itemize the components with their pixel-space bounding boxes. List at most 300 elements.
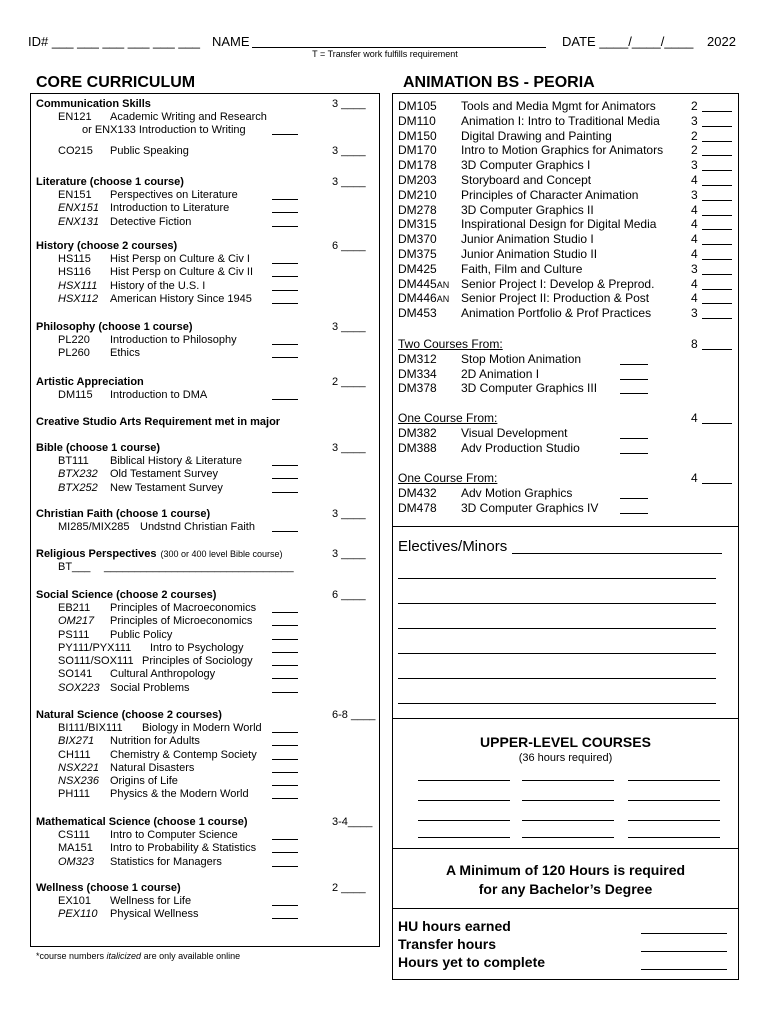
core-group-hours[interactable]: 3 ____ xyxy=(332,548,366,560)
course-title: Public Policy xyxy=(110,628,173,641)
course-code: DM203 xyxy=(398,172,437,187)
choice-course-row xyxy=(398,367,732,382)
upper-course-line[interactable] xyxy=(418,780,510,781)
course-title: Undstnd Christian Faith xyxy=(140,521,255,533)
course-check-blank[interactable] xyxy=(702,155,732,156)
core-course-row xyxy=(36,124,376,137)
course-code: DM178 xyxy=(398,158,437,173)
transfer-hours-line[interactable] xyxy=(641,951,727,952)
course-title: Introduction to Literature xyxy=(110,202,230,215)
upper-course-line[interactable] xyxy=(522,780,614,781)
core-course-row xyxy=(36,722,376,735)
core-group-title-text: Social Science (choose 2 courses) xyxy=(36,589,217,601)
core-group-title xyxy=(36,240,376,253)
core-group-title-text: Wellness (choose 1 course) xyxy=(36,882,181,894)
core-course-row xyxy=(36,668,376,681)
course-code: DM315 xyxy=(398,217,437,232)
core-group xyxy=(36,709,376,802)
course-title: Intro to Motion Graphics for Animators xyxy=(461,143,664,158)
core-course-row xyxy=(36,216,376,229)
course-hours: 4 xyxy=(691,217,698,232)
core-group-hours[interactable]: 6 ____ xyxy=(332,589,366,601)
minimum-divider xyxy=(392,848,739,849)
course-title: Junior Animation Studio II xyxy=(461,246,598,261)
course-code: DM432 xyxy=(398,485,437,500)
major-course-row xyxy=(398,277,732,292)
core-course-row xyxy=(36,202,376,215)
course-check-blank[interactable] xyxy=(272,639,298,640)
course-hours: 2 xyxy=(691,128,698,143)
core-group xyxy=(36,882,376,922)
upper-course-line[interactable] xyxy=(628,837,720,838)
totals-divider xyxy=(392,908,739,909)
core-curriculum-title: CORE CURRICULUM xyxy=(36,74,196,91)
course-check-blank[interactable] xyxy=(272,652,298,653)
course-check-blank[interactable] xyxy=(702,289,732,290)
course-code: DM110 xyxy=(398,113,436,128)
course-title: _______________________________ xyxy=(104,561,294,573)
course-code: BTX232 xyxy=(58,468,98,481)
course-title: Storyboard and Concept xyxy=(461,172,592,187)
course-code: SO111/SOX111 xyxy=(58,655,134,668)
core-group-hours[interactable]: 6 ____ xyxy=(332,240,366,252)
core-course-row xyxy=(36,253,376,266)
core-group xyxy=(36,816,376,869)
course-check-blank[interactable] xyxy=(702,274,732,275)
major-course-row xyxy=(398,232,732,247)
course-check-blank[interactable] xyxy=(272,465,298,466)
course-code: NSX236 xyxy=(58,775,99,788)
course-title: Ethics xyxy=(110,347,140,360)
course-code: HSX111 xyxy=(58,279,98,292)
course-title: Adv Production Studio xyxy=(461,440,580,455)
course-title: Cultural Anthropology xyxy=(110,668,216,681)
course-code: DM170 xyxy=(398,143,437,158)
course-check-blank[interactable] xyxy=(702,111,732,112)
course-check-blank[interactable] xyxy=(272,344,298,345)
choice-group-heading-row xyxy=(398,411,732,426)
core-group-hours[interactable]: 3 ____ xyxy=(332,442,366,454)
course-check-blank[interactable] xyxy=(272,399,298,400)
course-code: DM378 xyxy=(398,381,437,396)
transfer-note: T = Transfer work fulfills requirement xyxy=(312,49,458,59)
course-code: PL260 xyxy=(58,347,90,360)
course-code-main: DM446 xyxy=(398,291,437,306)
core-course-row xyxy=(36,389,376,402)
course-hours: 4 xyxy=(691,202,698,217)
course-check-blank[interactable] xyxy=(620,438,648,439)
course-check-blank[interactable] xyxy=(272,290,298,291)
core-course-row xyxy=(36,602,376,615)
core-course-row xyxy=(36,189,376,202)
choice-course-row xyxy=(398,426,732,441)
course-check-blank[interactable] xyxy=(272,263,298,264)
choice-course-row xyxy=(398,352,732,367)
core-group-title-text: Creative Studio Arts Requirement met in major xyxy=(36,416,281,428)
course-title: 3D Computer Graphics II xyxy=(461,202,594,217)
core-group-title-text: Literature (choose 1 course) xyxy=(36,176,184,188)
course-hours: 2 xyxy=(691,99,698,113)
core-group-title xyxy=(36,882,376,895)
course-code: BTX252 xyxy=(58,481,98,494)
major-course-row xyxy=(398,217,732,232)
major-course-row xyxy=(398,247,732,262)
course-hours: 3 xyxy=(691,113,698,128)
core-group-title xyxy=(36,589,376,602)
course-title: Social Problems xyxy=(110,681,190,694)
core-course-row xyxy=(36,749,376,762)
core-group-title-text: History (choose 2 courses) xyxy=(36,240,178,252)
core-group-title xyxy=(36,176,376,189)
choice-group-hours: 8 xyxy=(691,337,698,351)
core-group-hours[interactable]: 3-4____ xyxy=(332,816,373,828)
core-group-title-text: Bible (choose 1 course) xyxy=(36,442,161,454)
course-code: BI111/BIX111 xyxy=(58,722,123,734)
electives-name-line[interactable] xyxy=(512,553,722,554)
course-check-blank[interactable] xyxy=(272,357,298,358)
elective-line[interactable] xyxy=(398,603,716,604)
core-group xyxy=(36,376,376,402)
choice-course-row xyxy=(398,381,732,396)
choice-course-row xyxy=(398,486,732,501)
course-check-blank[interactable] xyxy=(272,199,298,200)
course-code: EX101 xyxy=(58,895,92,907)
course-check-blank[interactable] xyxy=(272,625,298,626)
course-code xyxy=(398,291,449,307)
core-group-hours[interactable]: 3 ____ xyxy=(332,176,366,188)
core-course-row xyxy=(36,482,376,495)
major-course-row xyxy=(398,143,732,158)
elective-line[interactable] xyxy=(398,578,716,579)
choice-hours-blank[interactable] xyxy=(702,349,732,350)
course-code: DM278 xyxy=(398,202,437,217)
choice-course-row xyxy=(398,501,732,516)
choice-group-heading: One Course From: xyxy=(398,471,498,485)
course-check-blank[interactable] xyxy=(272,303,298,304)
course-title: Biblical History & Literature xyxy=(110,455,243,467)
elective-line[interactable] xyxy=(398,678,716,679)
course-title: Adv Motion Graphics xyxy=(461,485,573,500)
hours-yet-label: Hours yet to complete xyxy=(398,954,546,970)
core-course-row xyxy=(36,682,376,695)
minimum-hours-line1: A Minimum of 120 Hours is required xyxy=(445,862,686,878)
core-group xyxy=(36,98,376,138)
core-group-hours[interactable]: 3 ____ xyxy=(332,321,366,333)
course-code: DM370 xyxy=(398,232,437,247)
course-title: Principles of Microeconomics xyxy=(110,615,253,628)
course-check-blank[interactable] xyxy=(272,212,298,213)
transfer-hours-label: Transfer hours xyxy=(398,936,497,952)
core-group-hours[interactable]: 3 ____ xyxy=(332,98,366,110)
course-hours: 3 xyxy=(691,187,698,202)
course-code: CO215 xyxy=(58,145,93,157)
elective-line[interactable] xyxy=(398,653,716,654)
course-title: or ENX133 Introduction to Writing xyxy=(82,124,246,137)
core-group-title xyxy=(36,376,376,389)
course-check-blank[interactable] xyxy=(620,453,648,454)
course-code: DM105 xyxy=(398,99,437,113)
course-code: ENX131 xyxy=(58,215,99,228)
core-group-title-text: Christian Faith (choose 1 course) xyxy=(36,508,211,520)
core-course-row xyxy=(36,111,376,124)
core-group-hours[interactable]: 2 ____ xyxy=(332,882,366,894)
choice-group-hours: 4 xyxy=(691,411,698,425)
major-course-row xyxy=(398,114,732,129)
hu-hours-earned-line[interactable] xyxy=(641,933,727,934)
course-check-blank[interactable] xyxy=(272,866,298,867)
core-course-row xyxy=(36,561,376,574)
core-group xyxy=(36,548,376,574)
course-check-blank[interactable] xyxy=(702,303,732,304)
course-code: CS111 xyxy=(58,829,91,841)
course-check-blank[interactable] xyxy=(272,612,298,613)
core-course-row xyxy=(36,145,376,158)
course-check-blank[interactable] xyxy=(272,226,298,227)
upper-course-line[interactable] xyxy=(628,820,720,821)
course-check-blank[interactable] xyxy=(272,692,298,693)
core-group-title xyxy=(36,321,376,334)
choice-group xyxy=(398,471,732,515)
course-code: PEX110 xyxy=(58,908,98,921)
core-group-hours[interactable]: 2 ____ xyxy=(332,376,366,388)
course-check-blank[interactable] xyxy=(272,665,298,666)
core-course-row xyxy=(36,334,376,347)
course-hours: 3 xyxy=(691,306,698,321)
online-footnote xyxy=(36,951,240,961)
course-code-suffix: AN xyxy=(436,279,450,290)
course-code: DM312 xyxy=(398,351,437,366)
minimum-hours-line2: for any Bachelor’s Degree xyxy=(478,881,653,897)
hours-yet-line[interactable] xyxy=(641,969,727,970)
course-check-blank[interactable] xyxy=(702,170,732,171)
course-check-blank[interactable] xyxy=(272,905,298,906)
course-title: Senior Project II: Production & Post xyxy=(461,291,650,306)
course-hours: 4 xyxy=(691,172,698,187)
core-group-title xyxy=(36,442,376,455)
course-title: Intro to Probability & Statistics xyxy=(110,842,257,855)
course-check-blank[interactable] xyxy=(272,918,298,919)
course-title: Principles of Character Animation xyxy=(461,187,639,202)
core-group-title xyxy=(36,416,376,429)
core-group xyxy=(36,240,376,306)
course-code: OM323 xyxy=(58,855,95,868)
course-title: Physics & the Modern World xyxy=(110,788,249,801)
course-title: Nutrition for Adults xyxy=(110,735,200,748)
course-title: Statistics for Managers xyxy=(110,855,222,868)
upper-course-line[interactable] xyxy=(418,820,510,821)
course-code: DM382 xyxy=(398,425,437,440)
course-code: EB211 xyxy=(58,602,91,614)
date-field-label: DATE ____/____/____ xyxy=(562,34,694,49)
course-check-blank[interactable] xyxy=(272,531,298,532)
major-course-row xyxy=(398,99,732,114)
course-hours: 4 xyxy=(691,276,698,291)
course-code: HSX112 xyxy=(58,292,99,305)
course-code: BT___ xyxy=(58,561,91,573)
core-group-title-note: (300 or 400 level Bible course) xyxy=(160,549,283,559)
choice-group-heading-row xyxy=(398,471,732,486)
choice-hours-blank[interactable] xyxy=(702,423,732,424)
course-code: DM210 xyxy=(398,187,437,202)
upper-course-line[interactable] xyxy=(522,837,614,838)
course-title: Digital Drawing and Painting xyxy=(461,128,612,143)
course-code: BT111 xyxy=(58,455,89,467)
core-group-hours[interactable]: 3 ____ xyxy=(332,508,366,520)
core-group-title-text: Philosophy (choose 1 course) xyxy=(36,321,193,333)
course-hours: 3 xyxy=(691,158,698,173)
course-code: OM217 xyxy=(58,615,95,628)
upper-course-line[interactable] xyxy=(418,837,510,838)
name-field-line[interactable] xyxy=(252,47,546,48)
course-code: PY111/PYX111 xyxy=(58,641,132,654)
choice-hours-blank[interactable] xyxy=(702,483,732,484)
course-code: DM375 xyxy=(398,246,437,261)
choice-group-hours: 4 xyxy=(691,471,698,485)
course-title: 2D Animation I xyxy=(461,366,540,381)
course-check-blank[interactable] xyxy=(272,478,298,479)
course-code: ENX151 xyxy=(58,202,99,215)
course-title: 3D Computer Graphics IV xyxy=(461,500,599,515)
course-check-blank[interactable] xyxy=(272,798,298,799)
course-check-blank[interactable] xyxy=(272,745,298,746)
course-title: 3D Computer Graphics III xyxy=(461,381,598,396)
choice-group-heading-row xyxy=(398,337,732,352)
course-code: EN121 xyxy=(58,111,92,123)
core-group-title-text: Mathematical Science (choose 1 course) xyxy=(36,816,248,828)
core-group-title xyxy=(36,709,376,722)
course-check-blank[interactable] xyxy=(620,498,648,499)
upper-course-line[interactable] xyxy=(628,780,720,781)
course-title: Academic Writing and Research xyxy=(110,111,267,123)
course-title: Animation I: Intro to Traditional Media xyxy=(461,113,660,128)
choice-group-heading: One Course From: xyxy=(398,411,498,425)
core-course-row xyxy=(36,735,376,748)
course-code: SO141 xyxy=(58,668,93,681)
course-check-blank[interactable] xyxy=(702,318,732,319)
course-title: 3D Computer Graphics I xyxy=(461,158,591,173)
core-group-title-text: Natural Science (choose 2 courses) xyxy=(36,709,222,721)
core-group xyxy=(36,321,376,361)
course-title: Junior Animation Studio I xyxy=(461,232,594,247)
course-check-blank[interactable] xyxy=(702,259,732,260)
core-course-row xyxy=(36,280,376,293)
course-code: DM334 xyxy=(398,366,437,381)
course-check-blank[interactable] xyxy=(702,141,732,142)
major-course-row xyxy=(398,129,732,144)
core-course-row xyxy=(36,347,376,360)
course-check-blank[interactable] xyxy=(272,134,298,135)
course-title: Old Testament Survey xyxy=(110,468,219,481)
major-course-row xyxy=(398,173,732,188)
course-check-blank[interactable] xyxy=(702,215,732,216)
course-title: Natural Disasters xyxy=(110,761,195,774)
course-title: Origins of Life xyxy=(110,775,178,788)
course-hours: 2 xyxy=(691,143,698,158)
course-title: Principles of Sociology xyxy=(142,655,253,668)
upper-course-line[interactable] xyxy=(522,820,614,821)
core-course-row xyxy=(36,521,376,534)
core-group-title xyxy=(36,98,376,111)
course-hours: 4 xyxy=(691,246,698,261)
course-check-blank[interactable] xyxy=(702,200,732,201)
course-check-blank[interactable] xyxy=(702,229,732,230)
course-check-blank[interactable] xyxy=(702,126,732,127)
course-check-blank[interactable] xyxy=(272,732,298,733)
core-group xyxy=(36,589,376,695)
course-code: DM425 xyxy=(398,261,437,276)
course-check-blank[interactable] xyxy=(272,839,298,840)
course-check-blank[interactable] xyxy=(620,393,648,394)
choice-group xyxy=(398,411,732,455)
core-group-hours[interactable]: 6-8 ____ xyxy=(332,709,376,721)
core-group-title-text: Communication Skills xyxy=(36,98,151,110)
course-check-blank[interactable] xyxy=(272,772,298,773)
course-check-blank[interactable] xyxy=(702,185,732,186)
course-code: MA151 xyxy=(58,842,93,855)
upper-course-line[interactable] xyxy=(522,800,614,801)
core-course-row xyxy=(36,455,376,468)
course-check-blank[interactable] xyxy=(272,785,298,786)
course-code: PH111 xyxy=(58,788,91,801)
course-check-blank[interactable] xyxy=(620,513,648,514)
footnote-text-end: are only available online xyxy=(141,951,241,961)
elective-line[interactable] xyxy=(398,628,716,629)
course-title: Public Speaking xyxy=(110,145,189,157)
course-code: CH111 xyxy=(58,748,91,761)
course-check-blank[interactable] xyxy=(272,852,298,853)
upper-level-title: UPPER-LEVEL COURSES xyxy=(480,734,651,750)
course-title: Introduction to Philosophy xyxy=(110,334,237,346)
core-course-row xyxy=(36,266,376,279)
core-group-title-text: Religious Perspectives xyxy=(36,548,157,560)
course-check-blank[interactable] xyxy=(620,379,648,380)
elective-line[interactable] xyxy=(398,703,716,704)
core-course-row xyxy=(36,842,376,855)
course-code-main: DM445 xyxy=(398,276,437,291)
core-group-hours[interactable]: 3 ____ xyxy=(332,145,366,157)
course-check-blank[interactable] xyxy=(272,276,298,277)
major-course-row xyxy=(398,188,732,203)
course-code: EN151 xyxy=(58,189,92,201)
course-check-blank[interactable] xyxy=(272,759,298,760)
course-check-blank[interactable] xyxy=(272,678,298,679)
course-title: Chemistry & Contemp Society xyxy=(110,748,257,761)
course-check-blank[interactable] xyxy=(702,244,732,245)
course-title: Wellness for Life xyxy=(110,895,192,907)
upper-course-line[interactable] xyxy=(628,800,720,801)
course-check-blank[interactable] xyxy=(272,492,298,493)
major-course-row xyxy=(398,203,732,218)
course-title: Perspectives on Literature xyxy=(110,189,238,201)
course-title: Inspirational Design for Digital Media xyxy=(461,217,657,232)
course-title: History of the U.S. I xyxy=(110,279,206,292)
major-course-row xyxy=(398,262,732,277)
year-label: 2022 xyxy=(707,34,736,49)
core-course-row xyxy=(36,615,376,628)
course-check-blank[interactable] xyxy=(620,364,648,365)
core-group-title-text: Artistic Appreciation xyxy=(36,376,144,388)
upper-divider xyxy=(392,718,739,719)
core-group xyxy=(36,442,376,495)
course-title: Detective Fiction xyxy=(110,215,192,228)
upper-course-line[interactable] xyxy=(418,800,510,801)
course-title: Hist Persp on Culture & Civ II xyxy=(110,266,254,279)
course-code: MI285/MIX285 xyxy=(58,521,130,533)
core-group-title xyxy=(36,548,376,561)
core-course-row xyxy=(36,829,376,842)
animation-required-list xyxy=(398,99,732,321)
course-code: PS111 xyxy=(58,628,90,641)
